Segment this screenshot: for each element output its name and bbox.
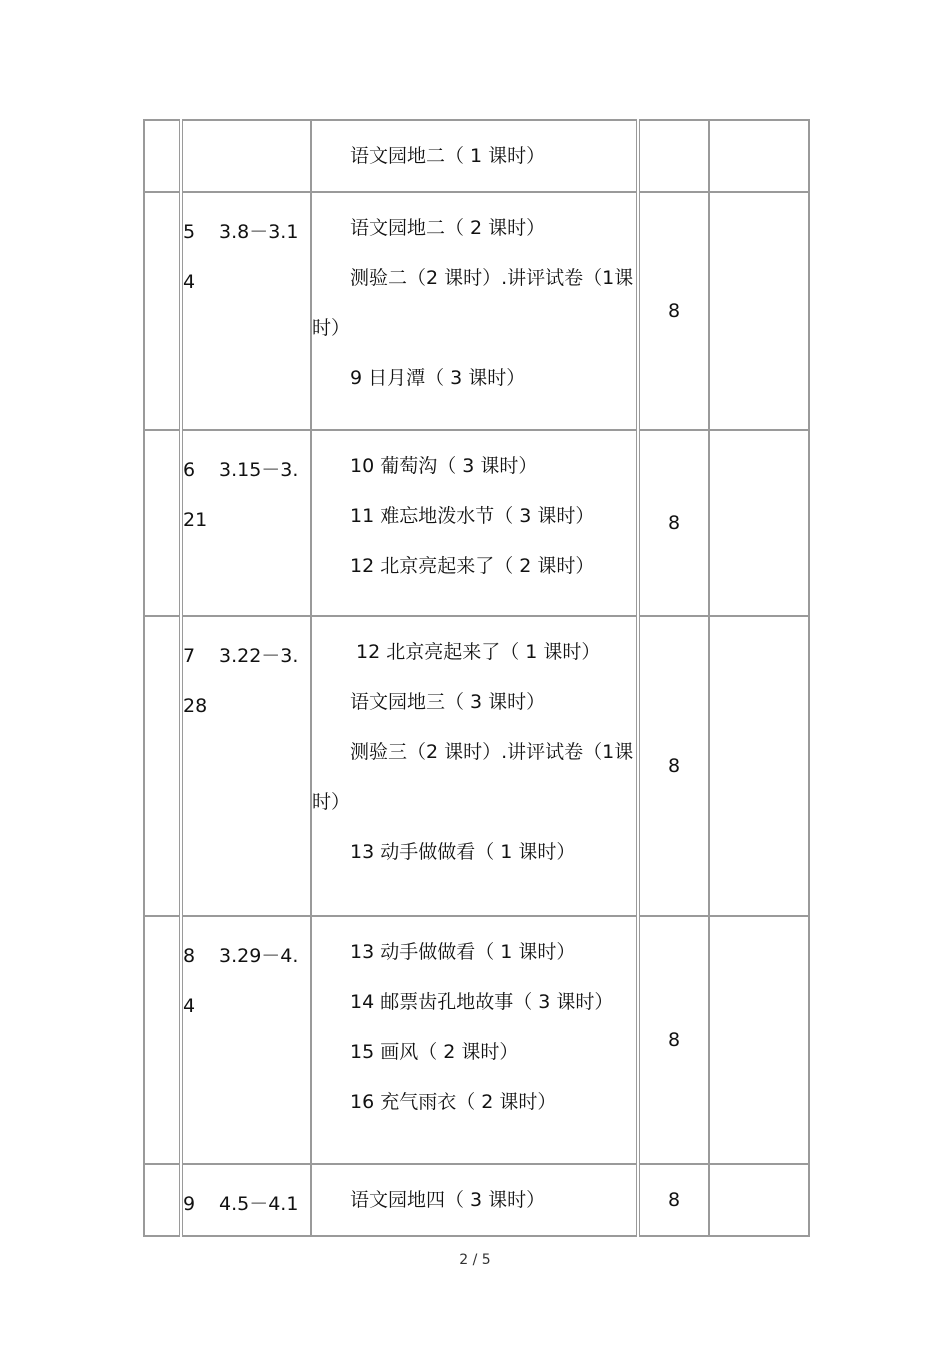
lesson-item: 语文园地二（ 2 课时） xyxy=(350,217,546,239)
blank-cell xyxy=(144,916,181,1164)
table-row xyxy=(144,916,809,1164)
blank-cell xyxy=(144,192,181,430)
notes-cell xyxy=(709,916,809,1164)
date-range: 3.22－3.28 xyxy=(183,645,299,717)
week-date-cell xyxy=(181,1164,311,1236)
week-date-cell xyxy=(181,616,311,916)
lesson-item: 12 北京亮起来了（ 1 课时） xyxy=(356,641,601,663)
lesson-item: 语文园地二（ 1 课时） xyxy=(350,145,546,167)
hours-cell: 8 xyxy=(638,616,709,916)
notes-cell xyxy=(709,1164,809,1236)
table-row xyxy=(144,120,809,192)
lesson-item: 13 动手做做看（ 1 课时） xyxy=(350,941,576,963)
week-number: 5 xyxy=(183,221,196,243)
week-date-cell xyxy=(181,916,311,1164)
lesson-item: 语文园地三（ 3 课时） xyxy=(350,691,546,713)
blank-cell xyxy=(144,120,181,192)
notes-cell xyxy=(709,192,809,430)
hours-cell: 8 xyxy=(638,192,709,430)
week-number: 9 xyxy=(183,1193,196,1215)
table-row xyxy=(144,1164,809,1236)
content-cell xyxy=(311,616,638,916)
page-number: 2 / 5 xyxy=(459,1252,491,1268)
lesson-item: 语文园地四（ 3 课时） xyxy=(350,1189,546,1211)
week-number: 8 xyxy=(183,945,196,967)
lesson-item: 测验三（2 课时）.讲评试卷（1课时） xyxy=(312,741,634,813)
lesson-item: 测验二（2 课时）.讲评试卷（1课时） xyxy=(312,267,634,339)
notes-cell xyxy=(709,616,809,916)
date-range: 3.29－4.4 xyxy=(183,945,299,1017)
lesson-item: 10 葡萄沟（ 3 课时） xyxy=(350,455,538,477)
content-cell xyxy=(311,430,638,616)
hours-cell: 8 xyxy=(638,1164,709,1236)
lesson-item: 11 难忘地泼水节（ 3 课时） xyxy=(350,505,595,527)
table-row xyxy=(144,192,809,430)
blank-cell xyxy=(144,1164,181,1236)
week-date-cell xyxy=(181,192,311,430)
hours-cell xyxy=(638,120,709,192)
lesson-item: 9 日月潭（ 3 课时） xyxy=(350,367,526,389)
date-range: 4.5－4.1 xyxy=(219,1193,299,1215)
content-cell xyxy=(311,1164,638,1236)
table-row xyxy=(144,430,809,616)
hours-cell: 8 xyxy=(638,430,709,616)
lesson-item: 15 画风（ 2 课时） xyxy=(350,1041,519,1063)
lesson-item: 14 邮票齿孔地故事（ 3 课时） xyxy=(350,991,614,1013)
week-number: 6 xyxy=(183,459,196,481)
lesson-item: 13 动手做做看（ 1 课时） xyxy=(350,841,576,863)
date-range: 3.15－3.21 xyxy=(183,459,299,531)
content-cell xyxy=(311,916,638,1164)
week-number: 7 xyxy=(183,645,196,667)
week-date-cell xyxy=(181,120,311,192)
schedule-table xyxy=(143,119,810,1237)
blank-cell xyxy=(144,616,181,916)
content-cell xyxy=(311,192,638,430)
notes-cell xyxy=(709,120,809,192)
lesson-item: 12 北京亮起来了（ 2 课时） xyxy=(350,555,595,577)
content-cell xyxy=(311,120,638,192)
week-date-cell xyxy=(181,430,311,616)
blank-cell xyxy=(144,430,181,616)
date-range: 3.8－3.14 xyxy=(183,221,299,293)
hours-cell: 8 xyxy=(638,916,709,1164)
table-row xyxy=(144,616,809,916)
notes-cell xyxy=(709,430,809,616)
lesson-item: 16 充气雨衣（ 2 课时） xyxy=(350,1091,557,1113)
